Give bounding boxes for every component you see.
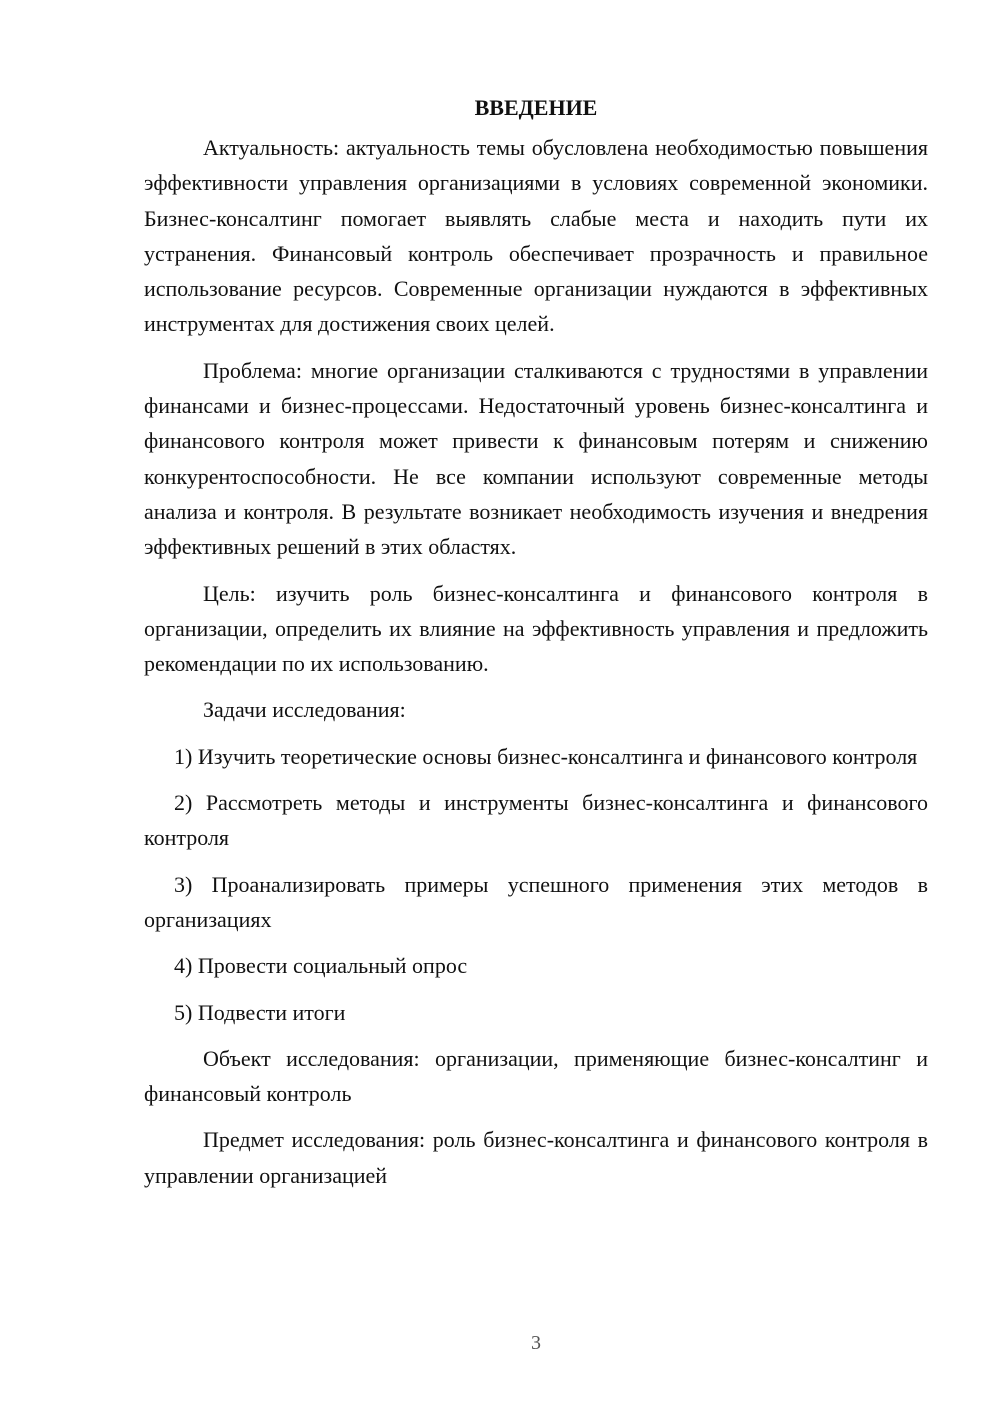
section-title: ВВЕДЕНИЕ xyxy=(474,95,598,120)
paragraph-tasks-heading: Задачи исследования: xyxy=(203,697,406,723)
page-content xyxy=(144,90,928,1204)
task-item-3: 3) Проанализировать примеры успешного применения этих методов в организациях xyxy=(144,871,928,932)
task-item-1: 1) Изучить теоретические основы бизнес-консалтинга и финансового контроля xyxy=(174,743,918,769)
paragraph-object: Объект исследования: организации, применяющие бизнес-консалтинг и финансовый контроль xyxy=(144,1045,928,1107)
page-number: 3 xyxy=(531,1332,541,1354)
paragraph-problem: Проблема: многие организации сталкиваются с трудностями в управлении финансами и бизнес-процессами. Недостаточный уровень бизнес-консалтинга и финансового контроля может привести к финансовым потерям и снижению конкурентоспособности. Не все компании используют современные методы анализа и контроля. В результате возникает необходимость изучения и внедрения эффективных решений в этих областях. xyxy=(144,357,928,560)
task-item-4: 4) Провести социальный опрос xyxy=(174,953,468,979)
task-item-2: 2) Рассмотреть методы и инструменты бизнес-консалтинга и финансового контроля xyxy=(144,790,928,851)
paragraph-subject: Предмет исследования: роль бизнес-консалтинга и финансового контроля в управлении организацией xyxy=(144,1127,928,1188)
task-item-5: 5) Подвести итоги xyxy=(174,999,346,1025)
paragraph-goal: Цель: изучить роль бизнес-консалтинга и финансового контроля в организации, определить их влияние на эффективность управления и предложить рекомендации по их использованию. xyxy=(144,580,928,677)
paragraph-relevance: Актуальность: актуальность темы обусловлена необходимостью повышения эффективности управления организациями в условиях современной экономики. Бизнес-консалтинг помогает выявлять слабые места и находить пути их устранения. Финансовый контроль обеспечивает прозрачность и правильное использование ресурсов. Современные организации нуждаются в эффективных инструментах для достижения своих целей. xyxy=(144,135,928,337)
